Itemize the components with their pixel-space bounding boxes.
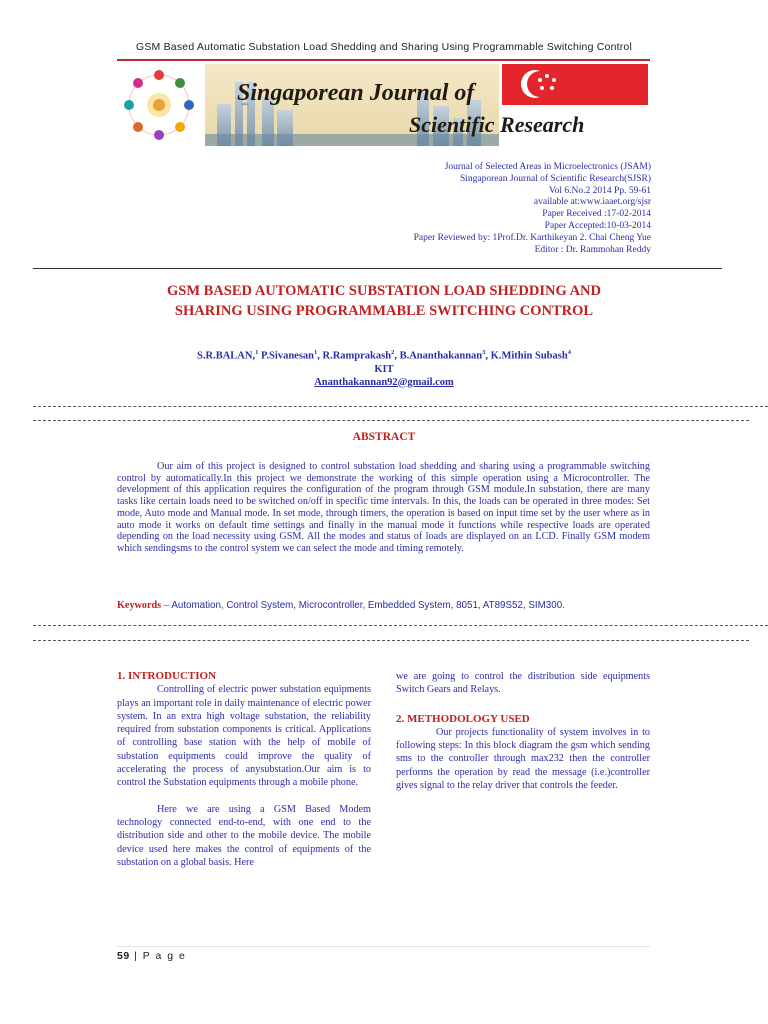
section-heading-introduction: 1. INTRODUCTION	[117, 670, 217, 682]
meta-line: available at:www.iaaet.org/sjsr	[533, 197, 651, 208]
keywords-list: Automation, Control System, Microcontroller, Embedded System, 8051, AT89S52, SIM300.	[171, 600, 565, 611]
left-column	[117, 670, 371, 869]
author-list	[0, 346, 768, 363]
people-ring-logo	[124, 70, 194, 140]
paragraph: Here we are using a GSM Based Modem technology connected end-to-end, with one end to the distribution side and other to the mobile device. The mobile device used here makes the control of equipments of the substation on a global basis. Here	[117, 803, 371, 868]
paper-title	[110, 281, 658, 321]
page-number: 59	[117, 950, 130, 962]
running-head: GSM Based Automatic Substation Load Shedding and Sharing Using Programmable Switching Control	[135, 41, 633, 53]
journal-banner	[117, 62, 650, 148]
author-superscript: 4	[567, 349, 571, 356]
keywords	[117, 600, 657, 611]
meta-line: Paper Reviewed by: 1Prof.Dr. Karthikeyan 2. Chai Cheng Yue	[413, 232, 651, 243]
author-name: , B.Ananthakannan	[394, 350, 483, 362]
paragraph: we are going to control the distribution side equipments Switch Gears and Relays.	[396, 671, 650, 696]
section-heading-methodology: 2. METHODOLOGY USED	[396, 712, 530, 725]
dashed-divider	[33, 420, 749, 421]
author-superscript: 1	[314, 349, 318, 356]
dashed-divider	[33, 625, 768, 626]
footer-rule	[117, 946, 650, 947]
dashed-divider	[33, 406, 768, 407]
author-block	[0, 346, 768, 389]
meta-line: Editor : Dr. Rammohan Reddy	[534, 244, 651, 255]
author-email-link[interactable]: Ananthakannan92@gmail.com	[314, 376, 454, 388]
title-line: GSM BASED AUTOMATIC SUBSTATION LOAD SHEDDING AND	[166, 283, 601, 299]
divider	[33, 268, 722, 269]
keywords-separator: –	[161, 600, 172, 611]
page-footer	[117, 950, 186, 962]
meta-line: Journal of Selected Areas in Microelectronics (JSAM)	[444, 162, 651, 172]
keywords-label: Keywords	[117, 600, 162, 611]
publication-info	[414, 162, 651, 256]
journal-name-line2: Scientific Research	[409, 112, 585, 137]
author-name: S.R.BALAN,	[197, 350, 256, 362]
title-line: SHARING USING PROGRAMMABLE SWITCHING CONTROL	[174, 303, 594, 319]
abstract-heading: ABSTRACT	[352, 431, 416, 443]
author-superscript: 2	[391, 349, 395, 356]
author-superscript: 1	[255, 349, 259, 356]
paragraph: Our projects functionality of system involves in to following steps: In this block diagram the gsm which sending sms to the controller through max232 then the controller performs the operation by read the message (i.e.)controller gives signal to the relay driver that controls the feeder.	[396, 726, 650, 792]
author-name: , K.Mithin Subash	[485, 350, 568, 362]
meta-line: Vol 6.No.2 2014 Pp. 59-61	[549, 185, 651, 196]
author-name: P.Sivanesan	[258, 350, 314, 362]
author-name: , R.Ramprakash	[317, 350, 392, 362]
right-column	[396, 670, 650, 792]
page-label: P a g e	[142, 950, 187, 962]
journal-name-line1: Singaporean Journal of	[237, 80, 475, 106]
affiliation: KIT	[374, 363, 394, 375]
dashed-divider	[33, 640, 749, 641]
meta-line: Singaporean Journal of Scientific Research(SJSR)	[459, 173, 651, 184]
paragraph: Controlling of electric power substation equipments plays an important role in daily maintenance of electric power system. In an extra high voltage substation, the reliability required from substation components is critical. Applications of controlling base station with the help of mobile of substation equipments could improve the quality of accelerating the process of anysubstation.Our aim is to control the Substation equipments through a mobile phone.	[117, 684, 371, 789]
header-rule	[117, 59, 650, 61]
meta-line: Paper Accepted:10-03-2014	[544, 220, 651, 231]
banner-graphic	[117, 62, 650, 148]
abstract-text: Our aim of this project is designed to control substation load shedding and sharing using a programmable switching control by automatically.In this project we demonstrate the working of this simple operation using a Microcontroller. The development of this application requires the configuration of the program through GSM module.In substation, there are many tasks like certain loads need to be switched on/off in specific time intervals. In this, the loads can be operated in three modes: Set mode, Auto mode and Manual mode. In set mode, through timers, the operation is based on input time set by the user where as in auto mode it works on default time settings and finally in the manual mode it functions while respective loads are operated depending on the load necessity using GSM. All the modes and status of loads are displayed on an LCD. Finally GSM modem which sendingsms to the control system we can select the mode and timing remotely.	[117, 461, 650, 554]
footer-separator: |	[129, 950, 143, 962]
author-superscript: 3	[482, 349, 486, 356]
meta-line: Paper Received :17-02-2014	[542, 209, 651, 220]
